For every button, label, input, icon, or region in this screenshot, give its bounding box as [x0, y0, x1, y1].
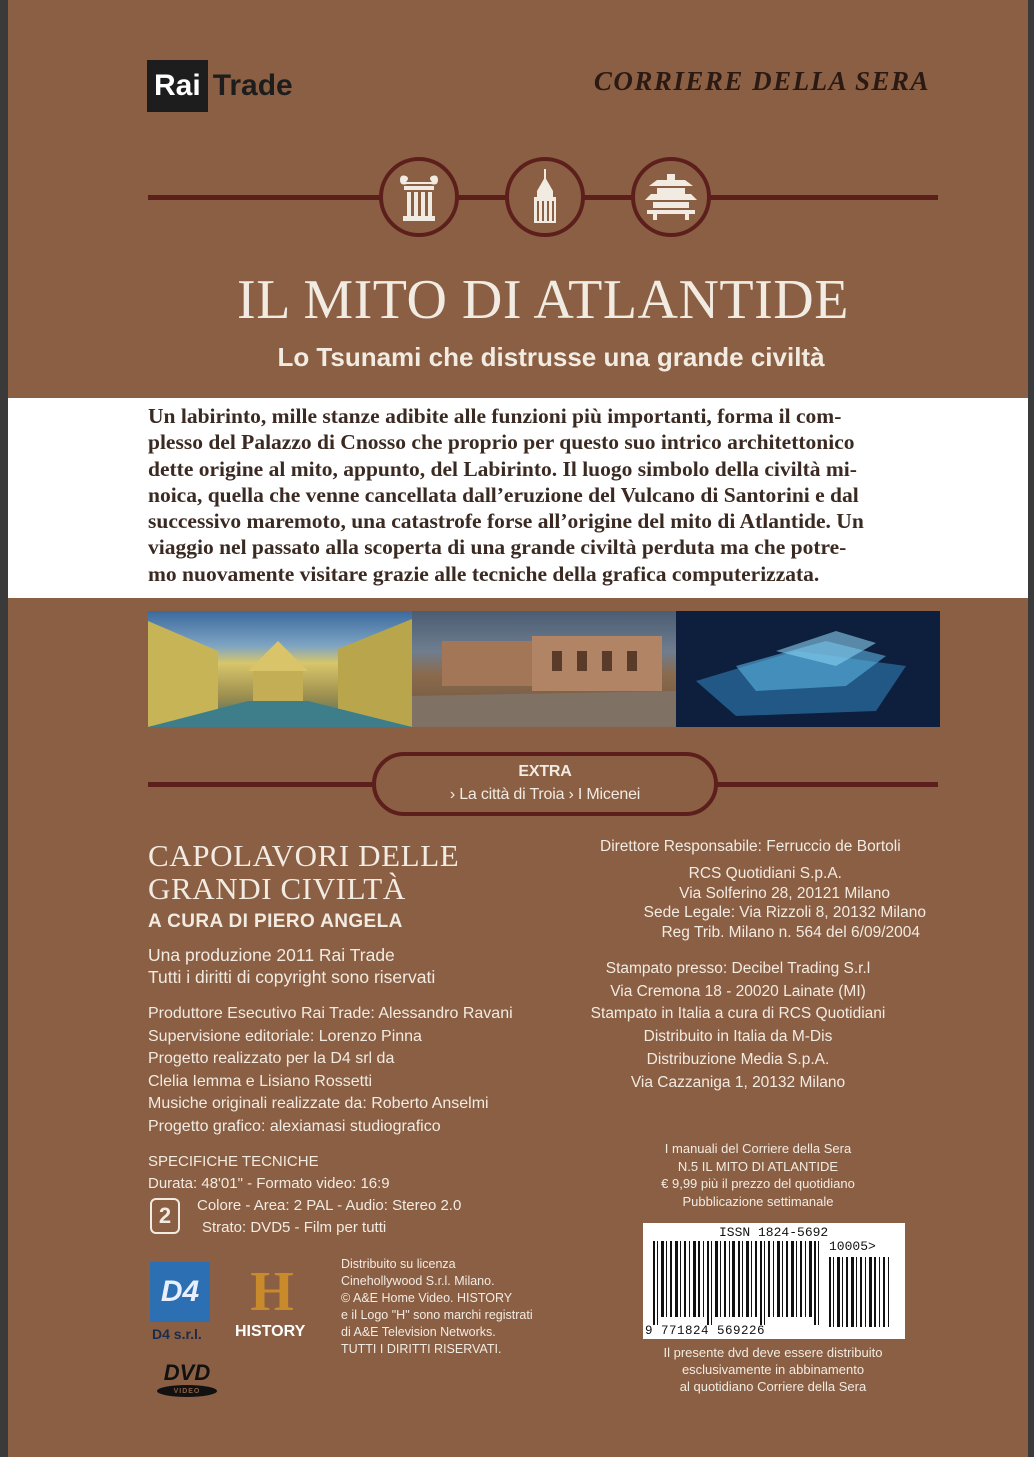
- description-line: successivo maremoto, una catastrofe forse all’origine del mito di Atlantide. Un: [148, 509, 864, 534]
- extra-rule-left: [148, 782, 374, 787]
- description-line: Un labirinto, mille stanze adibite alle funzioni più importanti, forma il com-: [148, 404, 842, 428]
- rcs-address: [528, 864, 926, 942]
- print-info: [568, 958, 908, 1094]
- dvd-sub: VIDEO: [173, 1387, 201, 1395]
- history-logo: [242, 1262, 302, 1322]
- extra-rule-right: [716, 782, 938, 787]
- description-line: dette origine al mito, appunto, del Labirinto. Il luogo simbolo della civiltà mi-: [148, 456, 857, 481]
- print-line: Via Cremona 18 - 20020 Lainate (MI): [610, 982, 866, 1000]
- license-line: Distribuito su licenza: [341, 1257, 456, 1271]
- trade-logo-text: Trade: [212, 69, 293, 102]
- d4-mark: D4: [160, 1275, 200, 1308]
- credit-line: Musiche originali realizzate da: Roberto Anselmi: [148, 1095, 489, 1113]
- credit-line: Supervisione editoriale: Lorenzo Pinna: [148, 1027, 422, 1045]
- manual-line: I manuali del Corriere della Sera: [664, 1141, 852, 1156]
- print-line: Stampato in Italia a cura di RCS Quotidiani: [590, 1005, 886, 1023]
- rcs-line: Reg Trib. Milano n. 564 del 6/09/2004: [661, 923, 920, 941]
- credit-line: Progetto realizzato per la D4 srl da: [148, 1050, 395, 1068]
- description-text: [148, 403, 864, 587]
- manual-info: [608, 1140, 908, 1210]
- barcode-box: [643, 1223, 905, 1339]
- palace-render-image: [412, 611, 676, 727]
- series-title-line1: CAPOLAVORI DELLE: [148, 838, 460, 873]
- wireframe-render-image: [676, 611, 940, 727]
- license-line: © A&E Home Video. HISTORY: [341, 1291, 513, 1305]
- region-2-badge: [150, 1198, 180, 1234]
- dvd-disc: [157, 1385, 217, 1397]
- rai-trade-logo: [147, 60, 293, 112]
- print-line: Via Cazzaniga 1, 20132 Milano: [630, 1073, 846, 1091]
- dvd-back-cover: [8, 0, 1028, 1457]
- d4-caption: D4 s.r.l.: [152, 1326, 202, 1342]
- note-line: Il presente dvd deve essere distribuito: [663, 1345, 883, 1360]
- manual-line: Pubblicazione settimanale: [682, 1193, 834, 1209]
- rcs-line: Via Solferino 28, 20121 Milano: [679, 884, 890, 902]
- production-text: [148, 944, 435, 988]
- dvd-video-logo: [154, 1362, 220, 1400]
- license-line: Cinehollywood S.r.l. Milano.: [341, 1274, 495, 1288]
- note-line: esclusivamente in abbinamento: [681, 1362, 865, 1377]
- page-subtitle: Lo Tsunami che distrusse una grande civiltà: [277, 342, 825, 372]
- d4-logo: [150, 1262, 210, 1322]
- specs-line2: Colore - Area: 2 PAL - Audio: Stereo 2.0: [197, 1197, 462, 1214]
- credits-list: [148, 1003, 513, 1139]
- credit-line: Produttore Esecutivo Rai Trade: Alessandro Ravani: [148, 1005, 513, 1022]
- specs-heading: SPECIFICHE TECNICHE: [148, 1153, 319, 1170]
- license-line: e il Logo "H" sono marchi registrati: [341, 1308, 533, 1322]
- pagoda-icon: [631, 157, 711, 237]
- director-line: Direttore Responsabile: Ferruccio de Bortoli: [600, 838, 901, 855]
- rai-logo-box: Rai: [147, 60, 208, 112]
- emblem-rule-mid1: [458, 195, 506, 200]
- extra-box: [372, 752, 718, 816]
- license-line: di A&E Television Networks.: [341, 1325, 496, 1339]
- extra-items: › La città di Troia › I Micenei: [449, 786, 641, 803]
- rcs-line: RCS Quotidiani S.p.A.: [688, 865, 842, 882]
- corriere-masthead: CORRIERE DELLA SERA: [593, 66, 930, 96]
- specs-line1: Durata: 48'01" - Formato video: 16:9: [148, 1175, 390, 1192]
- emblem-rule-right: [710, 195, 938, 200]
- labyrinth-render-image: [148, 611, 412, 727]
- extra-title: EXTRA: [518, 763, 572, 780]
- specs-line3: Strato: DVD5 - Film per tutti: [202, 1219, 387, 1236]
- license-line: TUTTI I DIRITTI RISERVATI.: [341, 1342, 502, 1356]
- rcs-line: Sede Legale: Via Rizzoli 8, 20132 Milano: [643, 904, 926, 921]
- note-line: al quotidiano Corriere della Sera: [679, 1379, 867, 1394]
- barcode-addon: 10005>: [829, 1239, 876, 1254]
- history-h-mark: H: [250, 1261, 294, 1323]
- manual-line: N.5 IL MITO DI ATLANTIDE: [677, 1158, 839, 1174]
- description-line: mo nuovamente visitare grazie alle tecniche della grafica computerizzata.: [148, 561, 820, 586]
- print-line: Stampato presso: Decibel Trading S.r.l: [605, 960, 871, 977]
- print-line: Distribuzione Media S.p.A.: [646, 1050, 830, 1068]
- credit-line: Progetto grafico: alexiamasi studiografico: [148, 1117, 441, 1135]
- description-panel: [8, 398, 1028, 598]
- distribution-note: [618, 1344, 928, 1395]
- skyscraper-icon: [505, 157, 585, 237]
- region-number: 2: [158, 1203, 172, 1228]
- series-title-line2: GRANDI CIVILTÀ: [148, 871, 406, 906]
- dvd-mark: DVD: [163, 1360, 211, 1385]
- page-title: IL MITO DI ATLANTIDE: [237, 269, 849, 331]
- credit-line: Clelia Iemma e Lisiano Rossetti: [148, 1072, 373, 1090]
- emblem-rule-mid2: [584, 195, 632, 200]
- license-text: [341, 1256, 533, 1358]
- issn-label: ISSN 1824-5692: [719, 1225, 829, 1240]
- series-curator: A CURA DI PIERO ANGELA: [148, 911, 403, 932]
- production-line: Una produzione 2011 Rai Trade: [148, 945, 395, 965]
- print-line: Distribuito in Italia da M-Dis: [643, 1028, 833, 1046]
- description-line: plesso del Palazzo di Cnosso che proprio per questo suo intrico architettonico: [148, 430, 855, 455]
- description-line: viaggio nel passato alla scoperta di una grande civiltà perduta ma che potre-: [148, 535, 847, 560]
- history-caption: HISTORY: [235, 1323, 306, 1340]
- description-line: noica, quella che venne cancellata dall’eruzione del Vulcano di Santorini e dal: [148, 482, 859, 507]
- ionic-column-icon: [379, 157, 459, 237]
- emblem-rule-left: [148, 195, 380, 200]
- manual-line: € 9,99 più il prezzo del quotidiano: [661, 1176, 855, 1191]
- barcode-number: 9 771824 569226: [645, 1324, 766, 1338]
- production-line: Tutti i diritti di copyright sono riservati: [148, 967, 436, 987]
